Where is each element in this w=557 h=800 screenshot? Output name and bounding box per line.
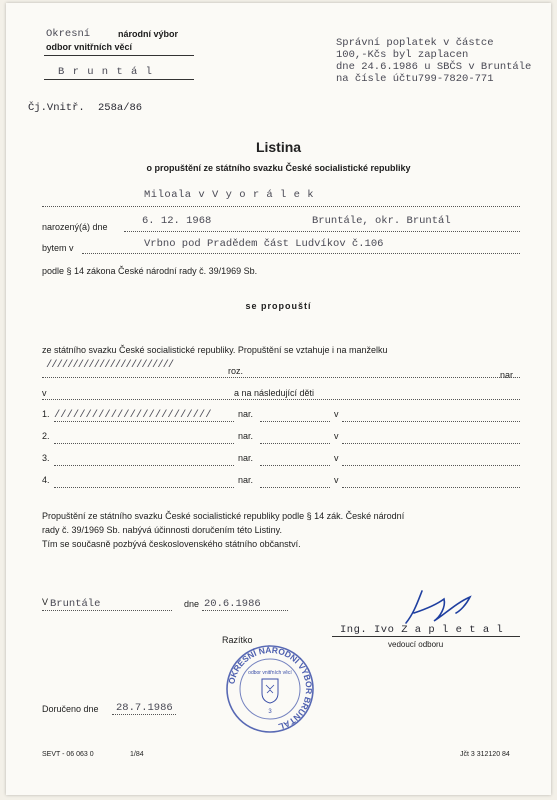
signer-rule: [332, 636, 520, 637]
delivery-date: 28.7.1986: [116, 702, 173, 714]
child-rule: [342, 421, 520, 422]
stamp-inner-text: odbor vnitřních věcí: [248, 670, 292, 676]
spouse-v-label: v: [42, 388, 47, 398]
place-rule: [42, 610, 172, 611]
child-number: 1.: [42, 409, 50, 419]
office-name: národní výbor: [118, 29, 179, 39]
decision-intro: ze státního svazku České socialistické republiky. Propuštění se vztahuje i na manželku: [42, 345, 388, 355]
residence-rule: [82, 253, 520, 254]
signer-name: Ing. Ivo Z a p l e t a l: [340, 624, 504, 636]
office-dept: odbor vnitřních věcí: [46, 42, 133, 52]
ref-label: Čj.Vnitř.: [28, 102, 85, 114]
document-page: [6, 3, 551, 795]
stamp-label: Razítko: [222, 635, 253, 645]
child-rule: [54, 443, 234, 444]
coat-of-arms-icon: [262, 679, 278, 703]
date-value: 20.6.1986: [204, 598, 261, 610]
child-v-label: v: [334, 409, 339, 419]
child-v-label: v: [334, 453, 339, 463]
date-rule: [202, 610, 288, 611]
law-text: podle § 14 zákona České národní rady č. 39/1969 Sb.: [42, 266, 258, 276]
children-label: a na následující děti: [234, 388, 315, 398]
fee-line: dne 24.6.1986 u SBČS v Bruntále: [336, 61, 532, 73]
city-underline: [44, 79, 194, 80]
office-underline: [44, 55, 194, 56]
effect-line: Tím se současně pozbývá československého státního občanství.: [42, 539, 301, 549]
born-label: narozený(á) dne: [42, 222, 108, 232]
child-nar-label: nar.: [238, 475, 254, 485]
born-rule: [124, 231, 520, 232]
fee-line: Správní poplatek v částce: [336, 37, 494, 49]
form-code: SEVT - 06 063 0: [42, 751, 94, 758]
child-rule: [260, 487, 330, 488]
child-v-label: v: [334, 475, 339, 485]
child-v-label: v: [334, 431, 339, 441]
child-number: 4.: [42, 475, 50, 485]
children-list: [42, 407, 520, 497]
child-number: 3.: [42, 453, 50, 463]
stamp-text: OKRESNÍ NÁRODNÍ VÝBOR BRUNTÁL: [226, 644, 315, 732]
children-rule: [42, 399, 520, 400]
signer-role: vedoucí odboru: [388, 640, 444, 649]
child-nar-label: nar.: [238, 453, 254, 463]
child-rule: [260, 421, 330, 422]
name-rule: [42, 206, 520, 207]
child-rule: [342, 465, 520, 466]
born-date: 6. 12. 1968: [142, 215, 212, 227]
fee-note: [336, 37, 531, 85]
date-label: dne: [184, 599, 200, 609]
child-row: [42, 451, 520, 471]
child-rule: [54, 487, 234, 488]
official-round-stamp: [224, 643, 316, 735]
delivery-label: Doručeno dne: [42, 704, 99, 714]
child-number: 2.: [42, 431, 50, 441]
child-nar-label: nar.: [238, 409, 254, 419]
place-prefix: V: [42, 597, 49, 607]
child-rule: [342, 443, 520, 444]
stamp-number: 3: [268, 709, 272, 715]
residence-value: Vrbno pod Pradědem část Ludvíkov č.106: [144, 238, 384, 250]
effect-line: rady č. 39/1969 Sb. nabývá účinnosti doručením této Listiny.: [42, 525, 282, 535]
residence-label: bytem v: [42, 243, 74, 253]
print-code: Jčt 3 312120 84: [460, 751, 510, 758]
place-value: Bruntále: [50, 598, 101, 610]
child-rule: [54, 465, 234, 466]
spouse-roz-label: roz.: [228, 366, 244, 376]
decision-heading: se propouští: [245, 301, 312, 311]
office-prefix: Okresní: [46, 28, 91, 40]
child-nar-label: nar.: [238, 431, 254, 441]
form-revision: 1/84: [130, 751, 144, 758]
child-rule: [260, 443, 330, 444]
fee-line: 100,-Kčs byl zaplacen: [336, 49, 469, 61]
child-strike: /////////////////////////: [54, 409, 212, 421]
child-row: [42, 473, 520, 493]
spouse-nar-label: nar.: [500, 370, 516, 380]
child-row: [42, 407, 520, 427]
office-city: B r u n t á l: [58, 66, 153, 78]
document-subtitle: o propuštění ze státního svazku České socialistické republiky: [146, 163, 411, 173]
effect-line: Propuštění ze státního svazku České socialistické republiky podle § 14 zák. České národní: [42, 511, 405, 521]
fee-line: na čísle účtu799-7820-771: [336, 73, 494, 85]
child-rule: [260, 465, 330, 466]
child-rule: [342, 487, 520, 488]
ref-number: 258a/86: [98, 102, 143, 114]
spouse-strike: ////////////////////////: [46, 359, 174, 371]
handwritten-signature: [400, 587, 484, 629]
delivery-rule: [112, 714, 176, 715]
child-rule: [54, 421, 234, 422]
spouse-rule: [42, 377, 520, 378]
child-row: [42, 429, 520, 449]
document-title: Listina: [255, 139, 302, 155]
person-name: Miloala v V y o r á l e k: [144, 189, 315, 201]
born-place: Bruntále, okr. Bruntál: [312, 215, 451, 227]
